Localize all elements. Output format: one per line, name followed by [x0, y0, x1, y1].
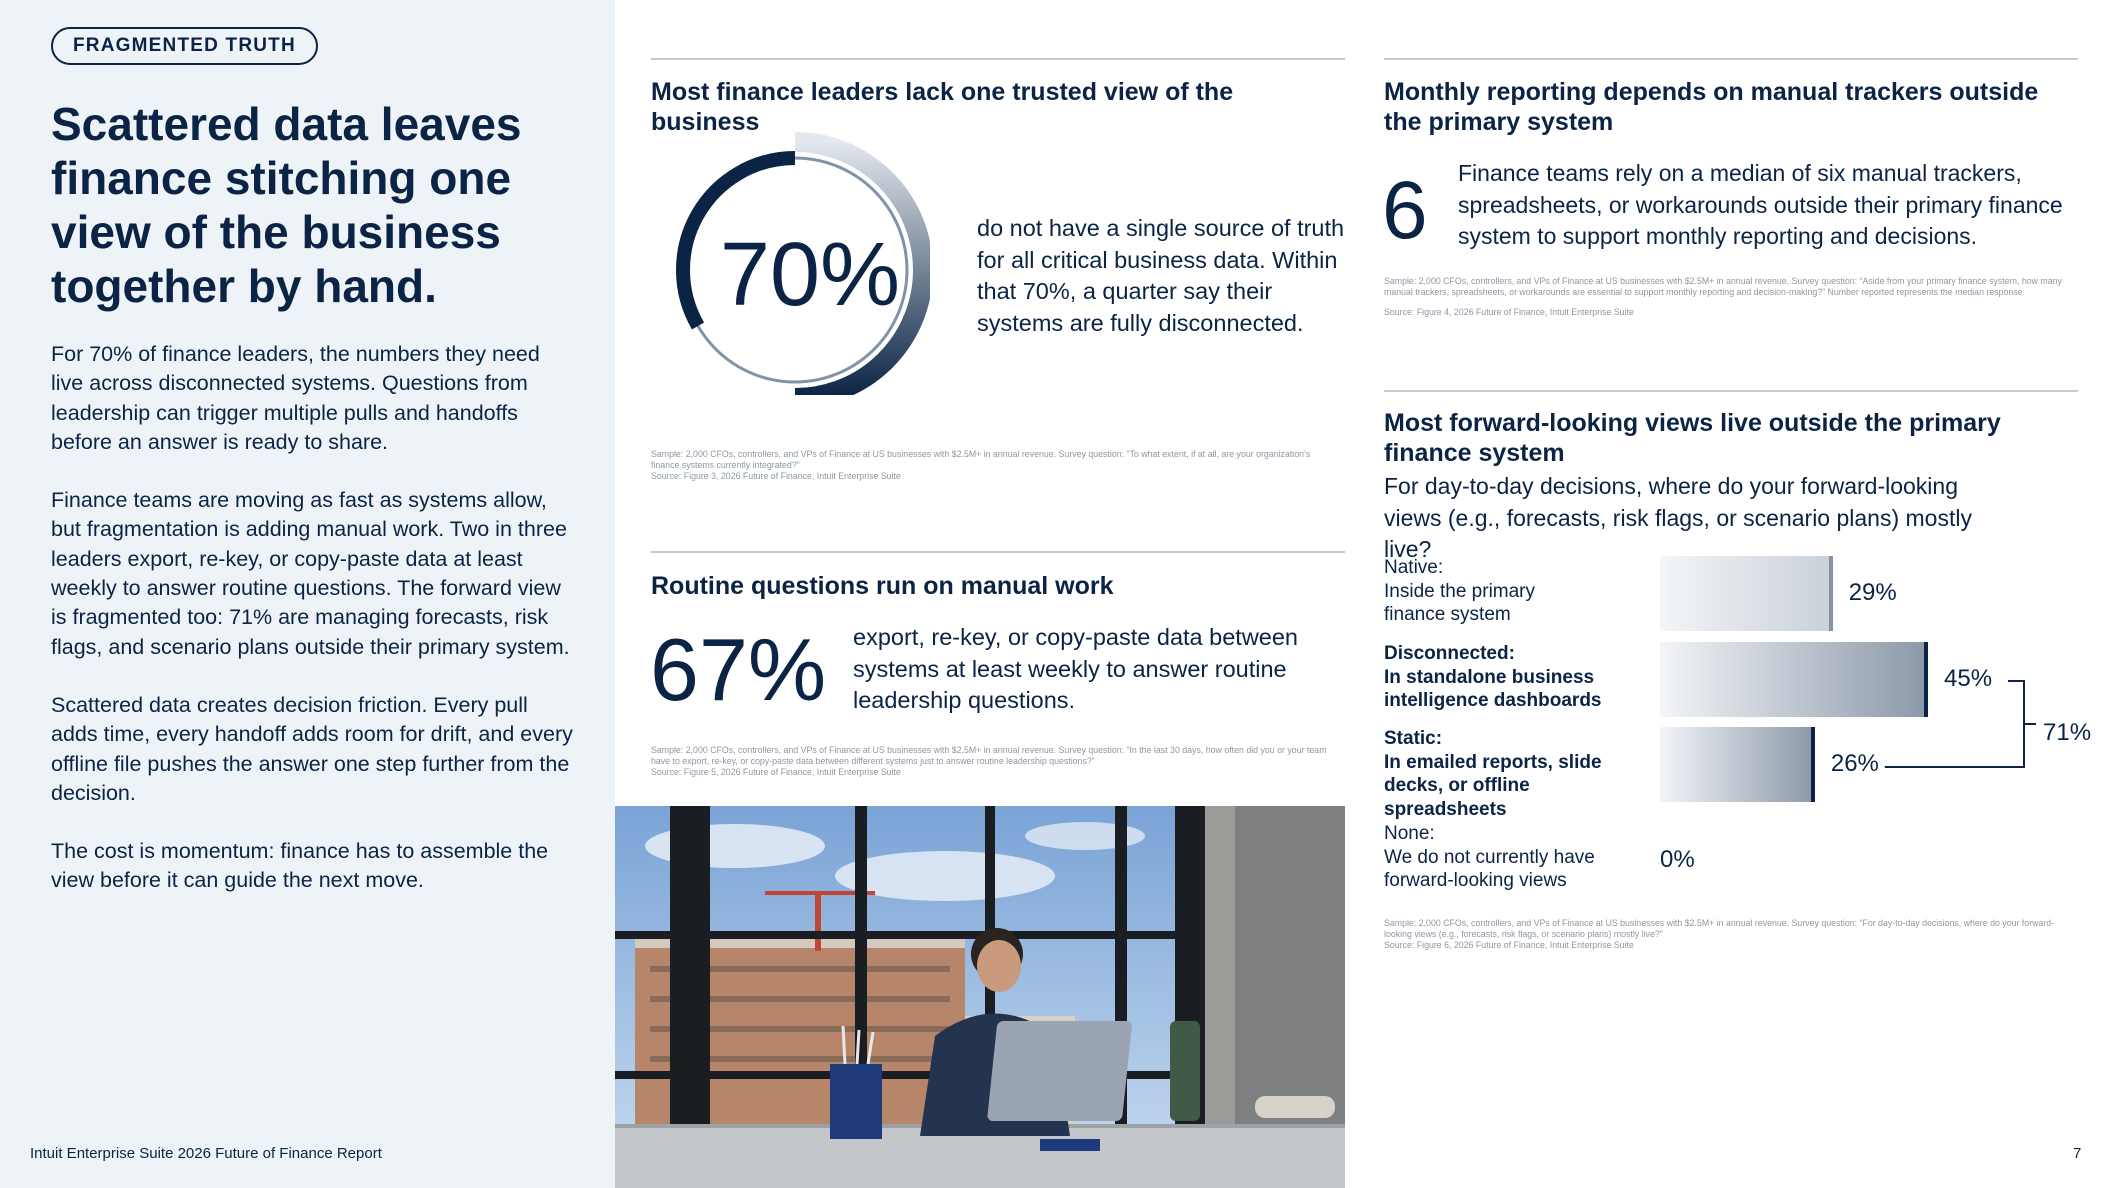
bar-value-label: 45%: [1944, 665, 1993, 692]
body-text: [51, 340, 576, 925]
bar-value-label: 0%: [1660, 846, 1695, 873]
section-tag: FRAGMENTED TRUTH: [51, 27, 318, 65]
divider: [1384, 390, 2078, 392]
footnote-source: Source: Figure 5, 2026 Future of Finance, Intuit Enterprise Suite: [651, 767, 901, 777]
page-number: 7: [2073, 1145, 2082, 1162]
bar-category-line: In standalone business: [1384, 666, 1595, 688]
stat-67: 67%: [650, 620, 827, 719]
footnote-sample: Sample: 2,000 CFOs, controllers, and VPs of Finance at US businesses with $2.5M+ in annual revenue. Survey question: “To what extent, if at all, are your organization’s finance systems currently integrated?”: [651, 449, 1311, 470]
card-title: Most forward-looking views live outside the primary finance system: [1384, 409, 2001, 467]
office-photo: [615, 806, 1345, 1188]
footnote-source: Source: Figure 3, 2026 Future of Finance, Intuit Enterprise Suite: [651, 471, 901, 481]
bar-category-line: None:: [1384, 823, 1435, 844]
bracket-label: 71%: [2043, 719, 2092, 746]
footnote-sample: Sample: 2,000 CFOs, controllers, and VPs of Finance at US businesses with $2.5M+ in annual revenue. Survey question: “For day-to-day decisions, where do your forward-looking views (e.g., forecasts, risk flags, or scenario plans) mostly live?”: [1384, 918, 2055, 939]
bar-category-line: In emailed reports, slide: [1384, 751, 1602, 773]
bar-category-line: intelligence dashboards: [1384, 690, 1602, 711]
bar-category-label: [1384, 642, 1654, 713]
footnote-source: Source: Figure 6, 2026 Future of Finance, Intuit Enterprise Suite: [1384, 940, 1634, 950]
bar-value-label: 29%: [1848, 579, 1897, 606]
bar-category-line: Disconnected:: [1384, 643, 1515, 664]
bar-category-label: [1384, 727, 1654, 821]
footnote-source: Source: Figure 4, 2026 Future of Finance, Intuit Enterprise Suite: [1384, 307, 1634, 317]
stat-description: Finance teams rely on a median of six manual trackers, spreadsheets, or workarounds outside their primary finance system to support monthly reporting and decisions.: [1458, 160, 2063, 249]
bar: [1660, 727, 1815, 802]
divider: [651, 551, 1345, 553]
bar-category-label: [1384, 822, 1654, 893]
photo-illustration: [615, 806, 1345, 1188]
bar-edge: [1924, 642, 1928, 717]
bar-category-line: Static:: [1384, 728, 1443, 749]
footnote-sample: Sample: 2,000 CFOs, controllers, and VPs of Finance at US businesses with $2.5M+ in annual revenue. Survey question: “Aside from your primary finance system, how many manual trackers, spreadsheets, or workarounds are essential to support monthly reporting and decision-making?” Number reported represents the median response.: [1384, 276, 2062, 297]
bar-category-line: finance system: [1384, 604, 1511, 625]
bar-edge: [1829, 556, 1833, 631]
bar-category-line: Inside the primary: [1384, 580, 1536, 602]
paragraph: Scattered data creates decision friction. Every pull adds time, every handoff adds room for drift, and every offline file pushes the answer one step further from the decision.: [51, 692, 573, 805]
paragraph: Finance teams are moving as fast as systems allow, but fragmentation is adding manual work. Two in three leaders export, re-key, or copy-paste data at least weekly to answer routine questions. The forward view is fragmented too: 71% are managing forecasts, risk flags, and scenario plans outside their primary system.: [51, 488, 570, 659]
bar-edge: [1811, 727, 1815, 802]
bar-category-line: decks, or offline spreadsheets: [1384, 775, 1530, 820]
stat-description: do not have a single source of truth for all critical business data. Within that 70%, a quarter say their systems are fully disconnected.: [977, 215, 1345, 336]
card-title: Most finance leaders lack one trusted view of the business: [651, 78, 1234, 136]
bar-category-line: Native:: [1384, 557, 1444, 578]
stat-description: export, re-key, or copy-paste data between systems at least weekly to answer routine leadership questions.: [853, 624, 1298, 713]
divider: [651, 58, 1345, 60]
report-footer: Intuit Enterprise Suite 2026 Future of Finance Report: [30, 1145, 382, 1162]
paragraph: For 70% of finance leaders, the numbers they need live across disconnected systems. Questions from leadership can trigger multiple pulls and handoffs before an answer is ready to share.: [51, 342, 540, 454]
footnote-sample: Sample: 2,000 CFOs, controllers, and VPs of Finance at US businesses with $2.5M+ in annual revenue. Survey question: “In the last 30 days, how often did you or your team have to export, re-key, or copy-paste data between different systems just to answer routine leadership questions?”: [651, 745, 1327, 766]
stat-6: 6: [1382, 165, 1428, 256]
card-title: Routine questions run on manual work: [651, 572, 1114, 600]
divider: [1384, 58, 2078, 60]
left-panel: [0, 0, 615, 1188]
bar-category-line: We do not currently have: [1384, 846, 1595, 868]
survey-question: For day-to-day decisions, where do your forward-looking views (e.g., forecasts, risk flags, or scenario plans) mostly live?: [1384, 473, 1972, 562]
bar: [1660, 556, 1833, 631]
paragraph: The cost is momentum: finance has to assemble the view before it can guide the next move.: [51, 839, 549, 893]
bar-value-label: 26%: [1830, 750, 1879, 777]
bar-category-line: forward-looking views: [1384, 870, 1567, 891]
page-headline: Scattered data leaves finance stitching one view of the business together by hand.: [51, 98, 522, 312]
bar-category-label: [1384, 556, 1654, 627]
bar: [1660, 642, 1928, 717]
stat-70: 70%: [719, 225, 901, 325]
card-title: Monthly reporting depends on manual trackers outside the primary system: [1384, 78, 2039, 136]
